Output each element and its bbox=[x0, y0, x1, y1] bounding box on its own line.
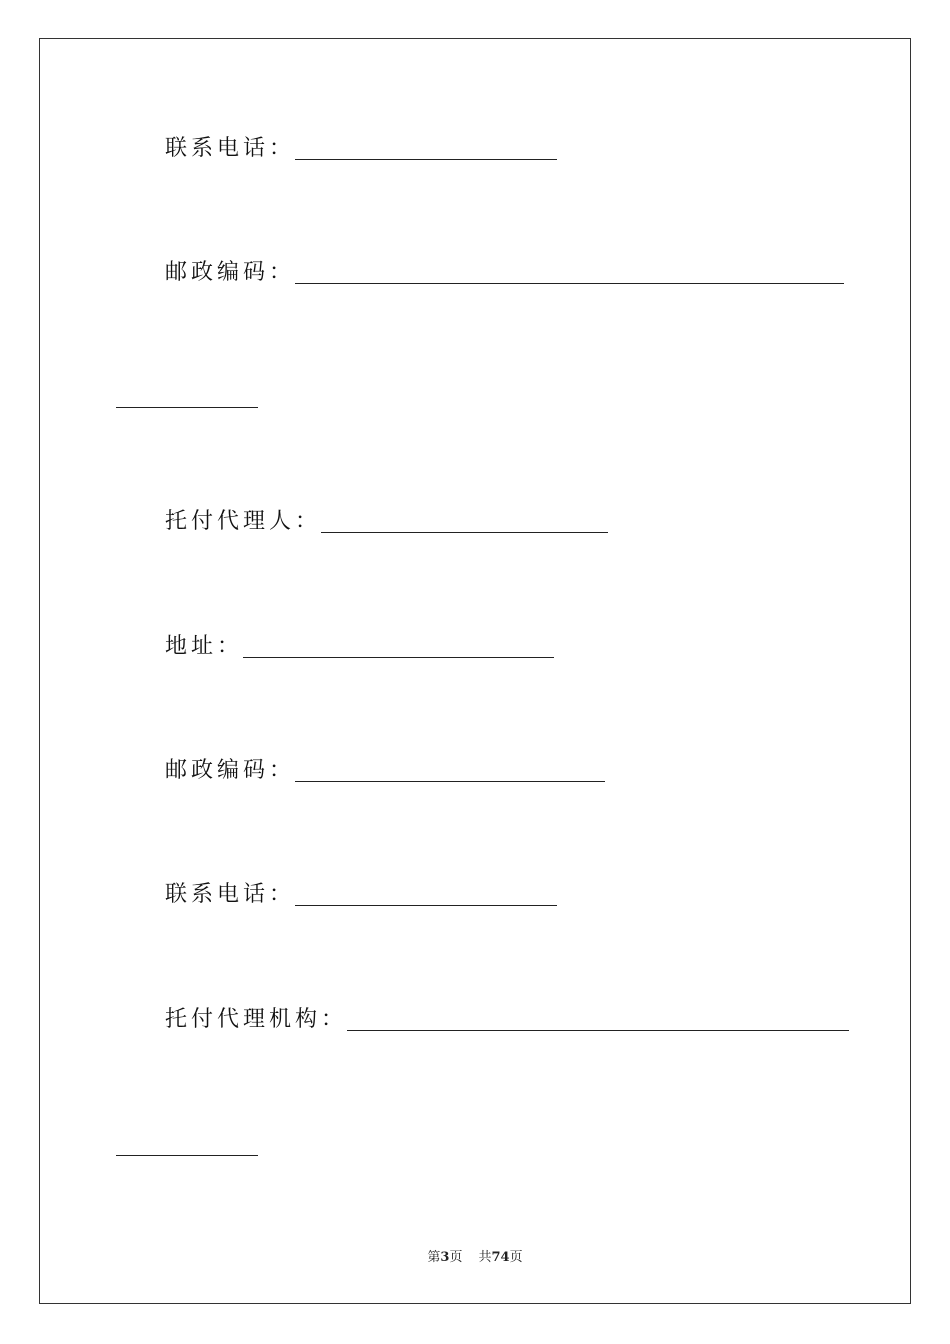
page-prefix: 第 bbox=[427, 1250, 441, 1265]
entrusted-agent-field bbox=[165, 507, 608, 537]
page-border bbox=[39, 38, 911, 1304]
page-suffix: 页 bbox=[449, 1250, 463, 1265]
address-label: 地址： bbox=[165, 634, 244, 659]
postal-code-field bbox=[165, 258, 844, 288]
total-prefix: 共 bbox=[478, 1250, 492, 1265]
page-number: 3 bbox=[440, 1250, 450, 1265]
contact-phone-blank-2[interactable] bbox=[295, 883, 557, 906]
entrusted-agent-label: 托付代理人： bbox=[165, 509, 322, 534]
entrusted-agency-blank-continuation[interactable] bbox=[116, 1155, 258, 1156]
address-field bbox=[165, 632, 554, 662]
postal-code-blank-continuation[interactable] bbox=[116, 407, 258, 408]
postal-code-field-2 bbox=[165, 756, 605, 786]
contact-phone-blank[interactable] bbox=[295, 137, 557, 160]
contact-phone-field bbox=[165, 134, 557, 164]
entrusted-agency-field bbox=[165, 1005, 849, 1035]
contact-phone-label: 联系电话： bbox=[165, 136, 296, 161]
postal-code-label: 邮政编码： bbox=[165, 260, 296, 285]
postal-code-blank-2[interactable] bbox=[295, 759, 605, 782]
postal-code-blank[interactable] bbox=[295, 261, 844, 284]
page-footer bbox=[0, 1246, 950, 1265]
contact-phone-label-2: 联系电话： bbox=[165, 882, 296, 907]
contact-phone-field-2 bbox=[165, 880, 557, 910]
address-blank[interactable] bbox=[243, 635, 554, 658]
entrusted-agency-label: 托付代理机构： bbox=[165, 1007, 348, 1032]
entrusted-agency-blank[interactable] bbox=[347, 1008, 849, 1031]
postal-code-label-2: 邮政编码： bbox=[165, 758, 296, 783]
total-pages: 74 bbox=[491, 1250, 510, 1265]
total-suffix: 页 bbox=[509, 1250, 523, 1265]
entrusted-agent-blank[interactable] bbox=[321, 510, 608, 533]
